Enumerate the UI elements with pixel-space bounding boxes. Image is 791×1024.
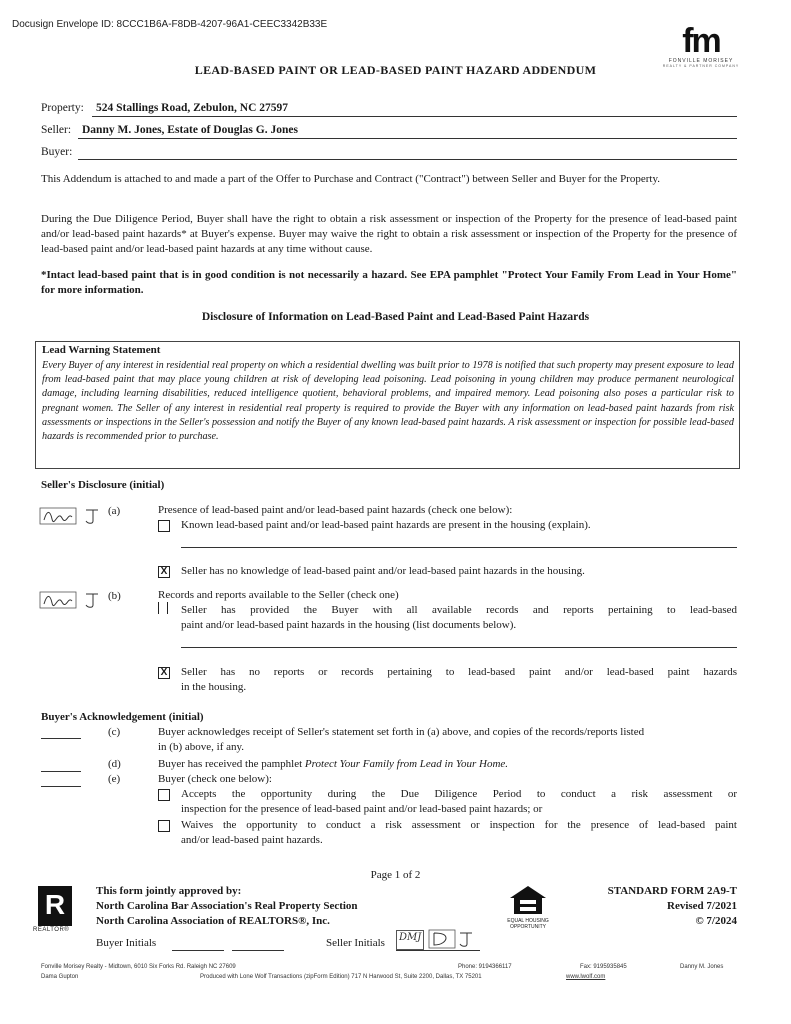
seller-initials-box-1[interactable] (396, 930, 424, 950)
waives-opportunity-label-1: Waives the opportunity to conduct a risk assessment or inspection for the presence of lead-based paint (181, 819, 737, 831)
form-copyright: © 7/2024 (695, 915, 737, 927)
buyer-e-label: (e) (108, 773, 121, 785)
lead-warning-text: Every Buyer of any interest in residential real property on which a residential dwelling was built prior to 1978 is notified that such property may present exposure to lead from lead-based paint that may place young children at risk of developing lead poisoning. Lead poisoning in young children may produce permanent neurological damage, including learning disabilities, reduced intelligence quotient, behavioral problems, and impaired memory. Lead poisoning also poses a particular risk to pregnant women. The Seller of any interest in residential real property is required to provide the Buyer with any information on lead-based paint hazards from risk assessments or inspections in the Seller's possession and notify the Buyer of any known lead-based paint hazards. A risk assessment or inspection for possible lead-based hazards is recommended prior to purchase. (42, 360, 734, 443)
no-reports-checkbox[interactable]: X (158, 667, 170, 679)
no-knowledge-label: Seller has no knowledge of lead-based paint and/or lead-based paint hazards in the housing. (181, 565, 585, 577)
seller-initials-line (396, 950, 480, 951)
seller-initials-box-2[interactable] (428, 928, 478, 948)
realtor-r-icon: R (44, 889, 66, 920)
buyer-initials-d-line[interactable] (41, 771, 81, 772)
seller-initials-b-signature (38, 588, 108, 610)
accepts-opportunity-checkbox[interactable] (158, 789, 170, 801)
explain-line (181, 547, 737, 548)
provided-records-label-2: paint and/or lead-based paint hazards in the housing (list documents below). (181, 619, 517, 631)
agent-name: Dama Gupton (41, 974, 79, 980)
office-info: Fonville Morisey Realty - Midtown, 6010 Six Forks Rd. Raleigh NC 27609 (41, 964, 236, 970)
seller-initials-sig-1: DMJ (399, 932, 422, 943)
client-name: Danny M. Jones (680, 964, 724, 970)
equal-housing-label: EQUAL HOUSING OPPORTUNITY (507, 918, 549, 930)
lead-warning-heading: Lead Warning Statement (42, 344, 161, 356)
waives-opportunity-label-2: and/or lead-based paint hazards. (181, 834, 323, 846)
fonville-morisey-logo (656, 22, 746, 68)
approved-by (96, 884, 358, 929)
buyer-c-text-1: Buyer acknowledges receipt of Seller's statement set forth in (a) above, and copies of the records/reports listed (158, 726, 645, 738)
property-underline (92, 116, 737, 117)
buyer-label: Buyer: (41, 146, 73, 158)
provided-records-checkbox[interactable] (158, 602, 168, 614)
buyer-e-text: Buyer (check one below): (158, 773, 272, 785)
logo-mark: fm (682, 22, 720, 60)
property-label: Property: (41, 102, 84, 114)
buyer-underline (78, 159, 737, 160)
form-number: STANDARD FORM 2A9-T (607, 885, 737, 897)
buyer-initials-e-line[interactable] (41, 786, 81, 787)
no-knowledge-checkbox[interactable]: X (158, 566, 170, 578)
buyer-ack-heading: Buyer's Acknowledgement (initial) (41, 711, 204, 723)
seller-b-text: Records and reports available to the Seller (check one) (158, 589, 399, 601)
logo-sub: REALTY & PARTNER COMPANY (662, 64, 740, 68)
buyer-c-label: (c) (108, 726, 121, 738)
logo-name: FONVILLE MORISEY (668, 58, 734, 64)
no-reports-label-2: in the housing. (181, 681, 247, 693)
approved-line-1: This form jointly approved by: (96, 885, 242, 897)
standard-form-info (560, 884, 737, 929)
office-fax: Fax: 9195935845 (580, 964, 627, 970)
accepts-opportunity-label-1: Accepts the opportunity during the Due Diligence Period to conduct a risk assessment or (181, 788, 737, 800)
approved-line-3: North Carolina Association of REALTORS®, Inc. (96, 915, 330, 927)
seller-disclosure-heading: Seller's Disclosure (initial) (41, 479, 165, 491)
seller-label: Seller: (41, 124, 72, 136)
disclosure-heading: Disclosure of Information on Lead-Based Paint and Lead-Based Paint Hazards (201, 311, 590, 323)
documents-line (181, 647, 737, 648)
lone-wolf-link[interactable]: www.lwolf.com (566, 974, 606, 980)
realtor-label: REALTOR® (33, 927, 70, 933)
produced-with: Produced with Lone Wolf Transactions (zipForm Edition) 717 N Harwood St, Suite 2200, Dallas, TX 75201 (200, 974, 482, 980)
intact-paint-note: *Intact lead-based paint that is in good condition is not necessarily a hazard. See EPA pamphlet "Protect Your Family From Lead in Your Home" for more information. (41, 269, 737, 296)
seller-initials-b[interactable] (38, 588, 108, 610)
approved-line-2: North Carolina Bar Association's Real Property Section (96, 900, 358, 912)
seller-b-label: (b) (108, 590, 121, 602)
buyer-initials-c-line[interactable] (41, 738, 81, 739)
seller-initials-a[interactable] (38, 504, 108, 526)
addendum-paragraph: This Addendum is attached to and made a part of the Offer to Purchase and Contract ("Contract") between Seller and Buyer for the Property. (41, 173, 660, 185)
seller-underline (78, 138, 737, 139)
lead-warning-box (35, 341, 740, 469)
waives-opportunity-checkbox[interactable] (158, 820, 170, 832)
no-reports-label-1: Seller has no reports or records pertaining to lead-based paint and/or lead-based paint hazards (181, 666, 737, 678)
equal-housing-house-icon (508, 884, 548, 918)
realtor-logo (38, 886, 72, 926)
provided-records-label-1: Seller has provided the Buyer with all available records and reports pertaining to lead-based (181, 604, 737, 616)
seller-initials-a-signature (38, 504, 108, 526)
seller-value[interactable]: Danny M. Jones, Estate of Douglas G. Jones (82, 124, 298, 136)
accepts-opportunity-label-2: inspection for the presence of lead-based paint and/or lead-based paint hazards; or (181, 803, 543, 815)
buyer-initials-label: Buyer Initials (96, 937, 157, 949)
buyer-c-text-2: in (b) above, if any. (158, 741, 245, 753)
form-revised: Revised 7/2021 (667, 900, 737, 912)
buyer-initials-line-2[interactable] (232, 950, 284, 951)
document-title: LEAD-BASED PAINT OR LEAD-BASED PAINT HAZARD ADDENDUM (194, 63, 597, 77)
seller-a-label: (a) (108, 505, 121, 517)
seller-initials-sig-2 (428, 928, 478, 950)
known-lead-paint-checkbox[interactable] (158, 520, 170, 532)
property-value[interactable]: 524 Stallings Road, Zebulon, NC 27597 (96, 102, 289, 114)
buyer-d-text-pre: Buyer has received the pamphlet (158, 758, 305, 770)
office-phone: Phone: 9194366117 (458, 964, 512, 970)
buyer-initials-line-1[interactable] (172, 950, 224, 951)
known-lead-paint-label: Known lead-based paint and/or lead-based paint hazards are present in the housing (explain). (181, 519, 591, 531)
buyer-d-label: (d) (108, 758, 121, 770)
due-diligence-paragraph: During the Due Diligence Period, Buyer shall have the right to obtain a risk assessment or inspection of the Property for the presence of lead-based paint and/or lead-based paint hazards* at Buyer's expense. Buyer may waive the right to obtain a risk assessment or inspection of the Property for the presence of lead-based paint and/or lead-based paint hazards at any time without cause. (41, 213, 737, 255)
pamphlet-title: Protect Your Family from Lead in Your Home. (304, 758, 509, 770)
envelope-id: Docusign Envelope ID: 8CCC1B6A-F8DB-4207-96A1-CEEC3342B33E (12, 19, 328, 30)
page-number: Page 1 of 2 (370, 869, 421, 881)
buyer-d-text (158, 757, 508, 772)
seller-a-text: Presence of lead-based paint and/or lead-based paint hazards (check one below): (158, 504, 513, 516)
seller-initials-label: Seller Initials (326, 937, 385, 949)
